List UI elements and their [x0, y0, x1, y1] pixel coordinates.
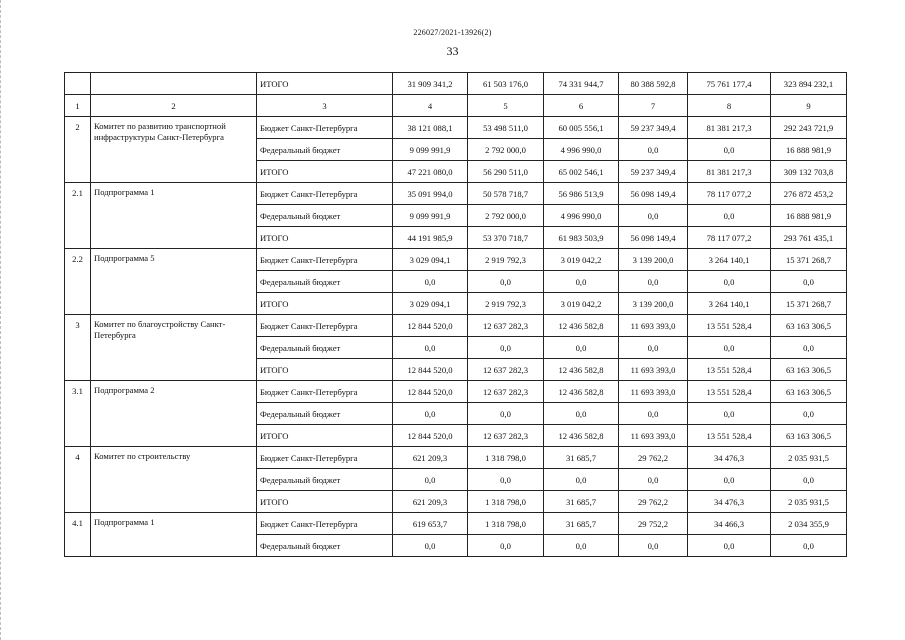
cell-value: 12 844 520,0 — [393, 315, 468, 337]
column-header: 8 — [688, 95, 771, 117]
cell-value: 2 035 931,5 — [771, 491, 847, 513]
cell-value: 3 019 042,2 — [544, 249, 619, 271]
cell-value: 0,0 — [468, 403, 544, 425]
document-id: 226027/2021-13926(2) — [413, 28, 492, 37]
cell-value: 619 653,7 — [393, 513, 468, 535]
cell-value: 0,0 — [619, 205, 688, 227]
cell-value: 323 894 232,1 — [771, 73, 847, 95]
cell-value: 2 919 792,3 — [468, 293, 544, 315]
table-row — [65, 315, 847, 337]
cell-value: 78 117 077,2 — [688, 183, 771, 205]
cell-value: 0,0 — [393, 337, 468, 359]
cell-value: 56 290 511,0 — [468, 161, 544, 183]
column-header: 2 — [91, 95, 257, 117]
cell-value: 12 637 282,3 — [468, 315, 544, 337]
column-header: 7 — [619, 95, 688, 117]
cell-value: 4 996 990,0 — [544, 139, 619, 161]
cell-source: Федеральный бюджет — [257, 469, 393, 491]
cell-value: 56 098 149,4 — [619, 227, 688, 249]
cell-value: 3 029 094,1 — [393, 293, 468, 315]
cell-value: 3 029 094,1 — [393, 249, 468, 271]
cell-source: Федеральный бюджет — [257, 271, 393, 293]
cell-value: 0,0 — [468, 337, 544, 359]
cell-value: 11 693 393,0 — [619, 425, 688, 447]
cell-value: 4 996 990,0 — [544, 205, 619, 227]
column-header: 4 — [393, 95, 468, 117]
cell-value: 0,0 — [544, 469, 619, 491]
cell-value: 0,0 — [393, 535, 468, 557]
cell-value: 34 476,3 — [688, 447, 771, 469]
cell-value: 61 983 503,9 — [544, 227, 619, 249]
cell-value: 15 371 268,7 — [771, 293, 847, 315]
cell-value: 0,0 — [771, 469, 847, 491]
cell-value: 621 209,3 — [393, 491, 468, 513]
cell-value: 12 844 520,0 — [393, 425, 468, 447]
cell-value: 9 099 991,9 — [393, 205, 468, 227]
cell-value: 47 221 080,0 — [393, 161, 468, 183]
cell-source: Федеральный бюджет — [257, 403, 393, 425]
cell-value: 3 264 140,1 — [688, 249, 771, 271]
cell-value: 35 091 994,0 — [393, 183, 468, 205]
cell-value: 1 318 798,0 — [468, 447, 544, 469]
cell-source: Бюджет Санкт-Петербурга — [257, 315, 393, 337]
cell-source: Бюджет Санкт-Петербурга — [257, 447, 393, 469]
row-index: 4 — [65, 447, 91, 513]
cell-value: 0,0 — [393, 403, 468, 425]
cell-value: 2 034 355,9 — [771, 513, 847, 535]
cell-source: Федеральный бюджет — [257, 139, 393, 161]
cell-value: 0,0 — [619, 271, 688, 293]
cell-value: 3 139 200,0 — [619, 249, 688, 271]
cell-value: 0,0 — [619, 469, 688, 491]
cell-value: 29 762,2 — [619, 491, 688, 513]
cell-value: 34 476,3 — [688, 491, 771, 513]
row-name: Подпрограмма 1 — [91, 183, 257, 249]
cell-value: 13 551 528,4 — [688, 315, 771, 337]
cell-value: 0,0 — [688, 469, 771, 491]
cell-value: 309 132 703,8 — [771, 161, 847, 183]
cell-value: 74 331 944,7 — [544, 73, 619, 95]
cell-value: 2 919 792,3 — [468, 249, 544, 271]
cell-value: 44 191 985,9 — [393, 227, 468, 249]
cell-value: 0,0 — [468, 271, 544, 293]
cell-value: 12 436 582,8 — [544, 315, 619, 337]
row-index: 2.2 — [65, 249, 91, 315]
table-row — [65, 381, 847, 403]
cell-value: 0,0 — [688, 205, 771, 227]
cell-value: 0,0 — [468, 535, 544, 557]
cell-value: 16 888 981,9 — [771, 139, 847, 161]
cell-value: 12 844 520,0 — [393, 381, 468, 403]
cell-value: 63 163 306,5 — [771, 315, 847, 337]
cell-value: 59 237 349,4 — [619, 161, 688, 183]
cell-value: 0,0 — [619, 535, 688, 557]
cell-value: 53 370 718,7 — [468, 227, 544, 249]
table-row-total-carryover — [65, 73, 847, 95]
cell-source: Бюджет Санкт-Петербурга — [257, 513, 393, 535]
cell-value: 75 761 177,4 — [688, 73, 771, 95]
cell-value: 0,0 — [688, 403, 771, 425]
cell-value: 31 685,7 — [544, 513, 619, 535]
row-index: 2 — [65, 117, 91, 183]
cell-value: 3 139 200,0 — [619, 293, 688, 315]
cell-source: ИТОГО — [257, 73, 393, 95]
cell-source: ИТОГО — [257, 293, 393, 315]
column-header: 9 — [771, 95, 847, 117]
cell-value: 292 243 721,9 — [771, 117, 847, 139]
cell-value: 12 436 582,8 — [544, 425, 619, 447]
cell-value: 0,0 — [393, 271, 468, 293]
cell-value: 63 163 306,5 — [771, 425, 847, 447]
row-index: 3 — [65, 315, 91, 381]
row-name: Комитет по строительству — [91, 447, 257, 513]
cell-source: Федеральный бюджет — [257, 337, 393, 359]
budget-table — [64, 72, 847, 557]
scan-edge — [0, 0, 4, 640]
cell-value: 78 117 077,2 — [688, 227, 771, 249]
cell-value: 293 761 435,1 — [771, 227, 847, 249]
cell-value: 9 099 991,9 — [393, 139, 468, 161]
cell-value: 60 005 556,1 — [544, 117, 619, 139]
table-row — [65, 117, 847, 139]
column-header: 1 — [65, 95, 91, 117]
column-header: 5 — [468, 95, 544, 117]
cell-value: 0,0 — [544, 271, 619, 293]
cell-value: 56 986 513,9 — [544, 183, 619, 205]
cell-value: 34 466,3 — [688, 513, 771, 535]
cell-value: 276 872 453,2 — [771, 183, 847, 205]
cell-value: 63 163 306,5 — [771, 359, 847, 381]
cell-value: 0,0 — [619, 139, 688, 161]
cell-value: 13 551 528,4 — [688, 359, 771, 381]
cell-value: 2 792 000,0 — [468, 139, 544, 161]
cell-source: Федеральный бюджет — [257, 535, 393, 557]
cell-value: 29 762,2 — [619, 447, 688, 469]
cell-source: Бюджет Санкт-Петербурга — [257, 249, 393, 271]
table-row — [65, 513, 847, 535]
cell-value: 12 637 282,3 — [468, 381, 544, 403]
row-index: 3.1 — [65, 381, 91, 447]
cell-value: 56 098 149,4 — [619, 183, 688, 205]
cell-value: 65 002 546,1 — [544, 161, 619, 183]
cell-value: 63 163 306,5 — [771, 381, 847, 403]
cell-value: 13 551 528,4 — [688, 425, 771, 447]
cell-value: 0,0 — [619, 337, 688, 359]
cell-value: 31 685,7 — [544, 447, 619, 469]
cell-value: 0,0 — [771, 337, 847, 359]
row-name: Подпрограмма 2 — [91, 381, 257, 447]
row-name: Комитет по благоустройству Санкт-Петербурга — [91, 315, 257, 381]
cell-value: 13 551 528,4 — [688, 381, 771, 403]
cell-value: 3 019 042,2 — [544, 293, 619, 315]
cell-value: 1 318 798,0 — [468, 513, 544, 535]
cell-value: 12 637 282,3 — [468, 425, 544, 447]
table-row — [65, 249, 847, 271]
cell-value: 0,0 — [393, 469, 468, 491]
row-name: Подпрограмма 1 — [91, 513, 257, 557]
cell-value: 12 637 282,3 — [468, 359, 544, 381]
cell-value: 0,0 — [771, 535, 847, 557]
cell-value: 2 035 931,5 — [771, 447, 847, 469]
cell-value: 12 844 520,0 — [393, 359, 468, 381]
row-index: 2.1 — [65, 183, 91, 249]
cell-value: 12 436 582,8 — [544, 359, 619, 381]
cell-value: 1 318 798,0 — [468, 491, 544, 513]
cell-value: 2 792 000,0 — [468, 205, 544, 227]
cell-value: 80 388 592,8 — [619, 73, 688, 95]
cell-value: 0,0 — [544, 535, 619, 557]
column-header: 6 — [544, 95, 619, 117]
cell-value: 0,0 — [468, 469, 544, 491]
cell-value: 16 888 981,9 — [771, 205, 847, 227]
cell-source: ИТОГО — [257, 227, 393, 249]
cell-value: 3 264 140,1 — [688, 293, 771, 315]
cell-value: 0,0 — [544, 403, 619, 425]
table-row — [65, 447, 847, 469]
cell-value: 12 436 582,8 — [544, 381, 619, 403]
cell-source: Бюджет Санкт-Петербурга — [257, 381, 393, 403]
table-body — [65, 73, 847, 557]
cell-value: 29 752,2 — [619, 513, 688, 535]
cell-value: 11 693 393,0 — [619, 381, 688, 403]
table-row — [65, 183, 847, 205]
cell-value: 81 381 217,3 — [688, 161, 771, 183]
cell-source: ИТОГО — [257, 491, 393, 513]
cell-value: 0,0 — [688, 139, 771, 161]
cell-source: ИТОГО — [257, 359, 393, 381]
cell-value: 38 121 088,1 — [393, 117, 468, 139]
cell-empty — [65, 73, 91, 95]
cell-value: 31 685,7 — [544, 491, 619, 513]
cell-value: 621 209,3 — [393, 447, 468, 469]
cell-value: 31 909 341,2 — [393, 73, 468, 95]
page-number: 33 — [446, 44, 459, 58]
cell-source: Федеральный бюджет — [257, 205, 393, 227]
cell-value: 81 381 217,3 — [688, 117, 771, 139]
cell-value: 15 371 268,7 — [771, 249, 847, 271]
cell-value: 0,0 — [771, 403, 847, 425]
cell-value: 53 498 511,0 — [468, 117, 544, 139]
cell-value: 59 237 349,4 — [619, 117, 688, 139]
table-header-row — [65, 95, 847, 117]
row-name: Подпрограмма 5 — [91, 249, 257, 315]
cell-value: 0,0 — [619, 403, 688, 425]
cell-value: 0,0 — [771, 271, 847, 293]
cell-value: 0,0 — [688, 271, 771, 293]
cell-value: 0,0 — [688, 337, 771, 359]
cell-value: 61 503 176,0 — [468, 73, 544, 95]
cell-value: 11 693 393,0 — [619, 315, 688, 337]
cell-source: Бюджет Санкт-Петербурга — [257, 117, 393, 139]
row-name: Комитет по развитию транспортной инфраструктуры Санкт-Петербурга — [91, 117, 257, 183]
cell-value: 50 578 718,7 — [468, 183, 544, 205]
cell-value: 0,0 — [544, 337, 619, 359]
row-index: 4.1 — [65, 513, 91, 557]
cell-source: ИТОГО — [257, 425, 393, 447]
column-header: 3 — [257, 95, 393, 117]
cell-source: ИТОГО — [257, 161, 393, 183]
cell-source: Бюджет Санкт-Петербурга — [257, 183, 393, 205]
cell-value: 0,0 — [688, 535, 771, 557]
cell-empty — [91, 73, 257, 95]
cell-value: 11 693 393,0 — [619, 359, 688, 381]
